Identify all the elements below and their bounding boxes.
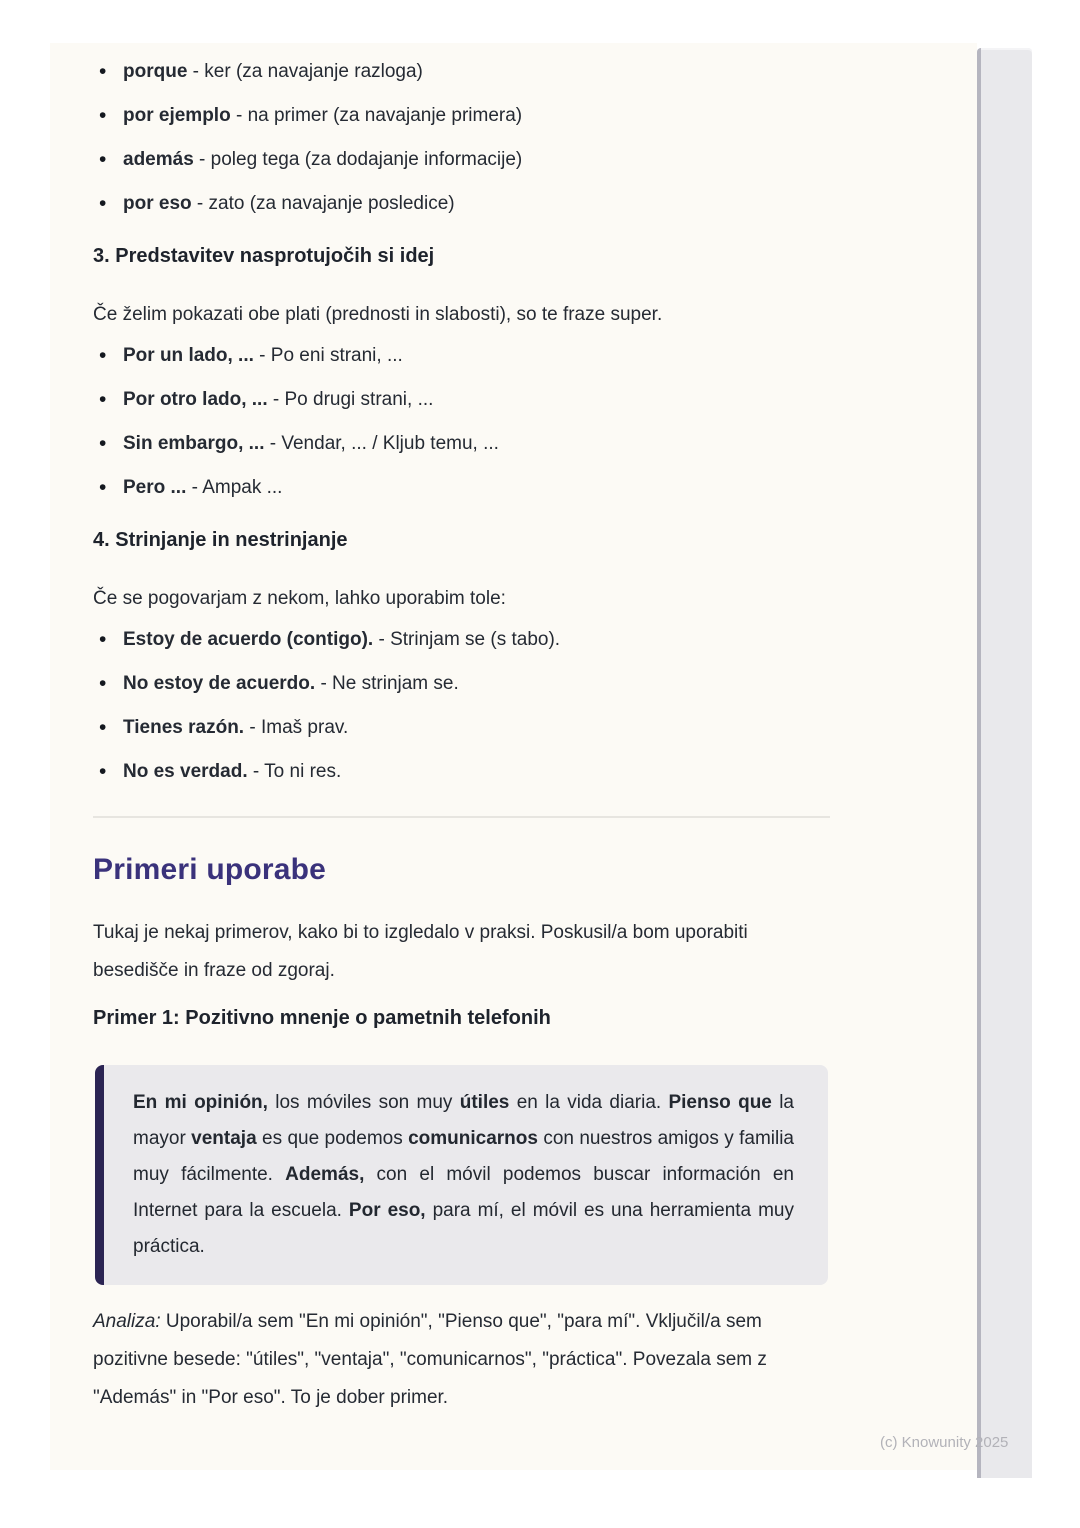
text-segment: - Strinjam se (s tabo). bbox=[373, 629, 561, 650]
list-item-text bbox=[123, 61, 423, 82]
text-segment: Tienes razón. bbox=[123, 717, 245, 738]
analysis-paragraph bbox=[93, 1303, 830, 1417]
section-3-paragraph: Če želim pokazati obe plati (prednosti in slabosti), so te fraze super. bbox=[93, 304, 663, 325]
examples-heading: Primeri uporabe bbox=[93, 853, 327, 886]
list-item bbox=[93, 378, 830, 422]
text-segment: - Po eni strani, ... bbox=[253, 345, 403, 366]
list-item bbox=[93, 50, 830, 94]
page-content bbox=[93, 43, 830, 1417]
text-segment: No es verdad. bbox=[123, 761, 248, 782]
list-item bbox=[93, 138, 830, 182]
bullet-icon: • bbox=[99, 192, 107, 215]
text-segment: comunicarnos bbox=[408, 1128, 538, 1149]
list-item-text bbox=[123, 717, 348, 738]
list-item-text bbox=[123, 673, 459, 694]
text-segment: por ejemplo bbox=[123, 105, 231, 126]
text-segment: es que podemos bbox=[256, 1128, 409, 1149]
text-segment: Por un lado, ... bbox=[123, 345, 254, 366]
list-item-text bbox=[123, 433, 499, 454]
section-4-paragraph: Če se pogovarjam z nekom, lahko uporabim tole: bbox=[93, 588, 506, 609]
text-segment: - Po drugi strani, ... bbox=[267, 389, 434, 410]
list-item-text bbox=[123, 105, 522, 126]
bullet-icon: • bbox=[99, 104, 107, 127]
bullet-icon: • bbox=[99, 148, 107, 171]
text-segment: - zato (za navajanje posledice) bbox=[191, 193, 455, 214]
text-segment: por eso bbox=[123, 193, 192, 214]
list-item bbox=[93, 618, 830, 662]
scrollbar-track[interactable] bbox=[977, 48, 1032, 1478]
text-segment: No estoy de acuerdo. bbox=[123, 673, 316, 694]
text-segment: - poleg tega (za dodajanje informacije) bbox=[193, 149, 523, 170]
list-item bbox=[93, 334, 830, 378]
bullet-icon: • bbox=[99, 672, 107, 695]
list-item-text bbox=[123, 477, 282, 498]
text-segment: - na primer (za navajanje primera) bbox=[230, 105, 523, 126]
list-item bbox=[93, 750, 830, 794]
text-segment: - Imaš prav. bbox=[244, 717, 349, 738]
text-segment: ventaja bbox=[191, 1128, 257, 1149]
list-item bbox=[93, 662, 830, 706]
list-item-text bbox=[123, 389, 433, 410]
text-segment: Pienso que bbox=[668, 1092, 772, 1113]
list-item-text bbox=[123, 149, 522, 170]
list-item-text bbox=[123, 629, 560, 650]
text-segment: útiles bbox=[459, 1092, 510, 1113]
text-segment: - Ne strinjam se. bbox=[315, 673, 459, 694]
bullet-icon: • bbox=[99, 760, 107, 783]
agreement-phrases-list bbox=[93, 618, 830, 794]
text-segment: además bbox=[123, 149, 194, 170]
text-segment: Sin embargo, ... bbox=[123, 433, 265, 454]
document-page bbox=[50, 43, 977, 1470]
bullet-icon: • bbox=[99, 388, 107, 411]
text-segment: con nuestros amigos y familia muy fácilmente. bbox=[133, 1128, 794, 1185]
list-item-text bbox=[123, 193, 455, 214]
text-segment: Además, bbox=[285, 1164, 365, 1185]
text-segment: los móviles son muy bbox=[267, 1092, 460, 1113]
section-4-heading: 4. Strinjanje in nestrinjanje bbox=[93, 529, 348, 551]
text-segment: Por eso, bbox=[348, 1200, 426, 1221]
text-segment: con el móvil podemos buscar información en Internet para la escuela. bbox=[133, 1164, 794, 1221]
text-segment: - To ni res. bbox=[247, 761, 342, 782]
list-item bbox=[93, 422, 830, 466]
list-item bbox=[93, 466, 830, 510]
list-item bbox=[93, 706, 830, 750]
bullet-icon: • bbox=[99, 60, 107, 83]
connector-phrases-list bbox=[93, 50, 830, 226]
contrast-phrases-list bbox=[93, 334, 830, 510]
text-segment: - Ampak ... bbox=[186, 477, 283, 498]
section-divider bbox=[93, 816, 830, 818]
bullet-icon: • bbox=[99, 344, 107, 367]
list-item-text bbox=[123, 345, 403, 366]
text-segment: - Vendar, ... / Kljub temu, ... bbox=[264, 433, 499, 454]
example-quote-block bbox=[95, 1065, 828, 1285]
text-segment: para mí, el móvil es una herramienta muy práctica. bbox=[133, 1200, 794, 1257]
list-item-text bbox=[123, 761, 341, 782]
text-segment: Analiza: bbox=[93, 1311, 161, 1332]
text-segment: Por otro lado, ... bbox=[123, 389, 268, 410]
text-segment: porque bbox=[123, 61, 188, 82]
text-segment: Pero ... bbox=[123, 477, 187, 498]
text-segment: Uporabil/a sem "En mi opinión", "Pienso que", "para mí". Vključil/a sem pozitivne besede: "útiles", "ventaja", "comunicarnos", "práctica". Povezala sem z "Además" in "Por eso". To je dober primer. bbox=[93, 1311, 767, 1408]
list-item bbox=[93, 94, 830, 138]
bullet-icon: • bbox=[99, 476, 107, 499]
bullet-icon: • bbox=[99, 432, 107, 455]
watermark-text: (c) Knowunity 2025 bbox=[880, 1434, 1009, 1451]
example-1-heading: Primer 1: Pozitivno mnenje o pametnih telefonih bbox=[93, 1007, 551, 1029]
section-3-heading: 3. Predstavitev nasprotujočih si idej bbox=[93, 245, 435, 267]
text-segment: En mi opinión, bbox=[133, 1092, 268, 1113]
text-segment: en la vida diaria. bbox=[509, 1092, 669, 1113]
bullet-icon: • bbox=[99, 716, 107, 739]
examples-intro-paragraph: Tukaj je nekaj primerov, kako bi to izgledalo v praksi. Poskusil/a bom uporabiti besedišče in fraze od zgoraj. bbox=[93, 922, 748, 981]
text-segment: Estoy de acuerdo (contigo). bbox=[123, 629, 374, 650]
text-segment: la mayor bbox=[133, 1092, 794, 1149]
text-segment: - ker (za navajanje razloga) bbox=[187, 61, 423, 82]
list-item bbox=[93, 182, 830, 226]
bullet-icon: • bbox=[99, 628, 107, 651]
